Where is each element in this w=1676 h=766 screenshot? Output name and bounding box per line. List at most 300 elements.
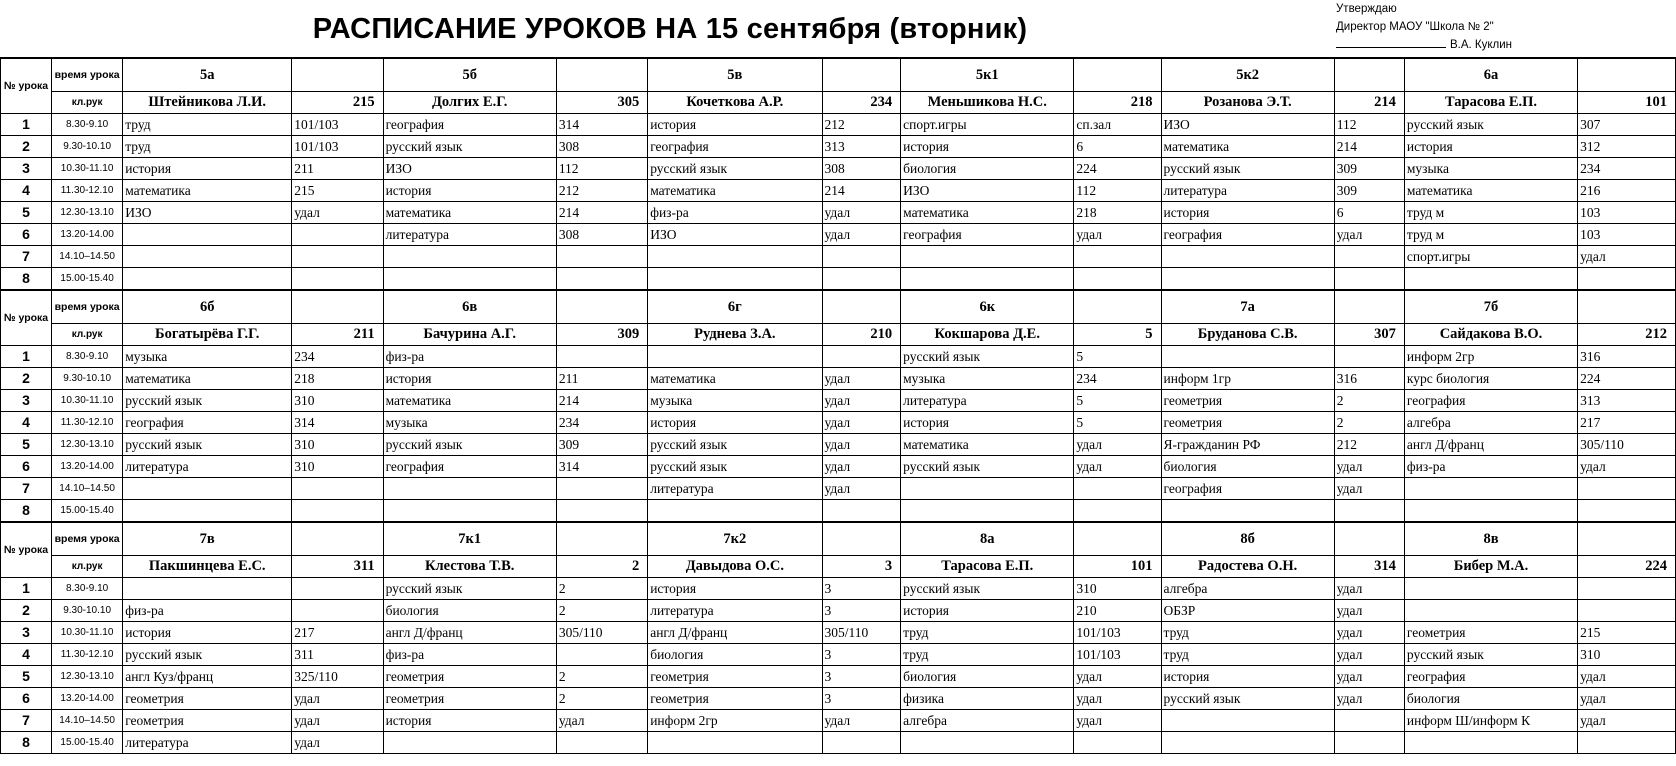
lesson-subject: алгебра [1161, 578, 1334, 600]
lesson-subject [648, 732, 822, 754]
lesson-time-header: время урока [52, 58, 123, 92]
lesson-number-header: № урока [1, 522, 52, 578]
lesson-room: 212 [1334, 434, 1404, 456]
lesson-subject: геометрия [123, 710, 292, 732]
lesson-room [1334, 246, 1404, 268]
lesson-subject [648, 246, 822, 268]
lesson-room: 314 [556, 456, 647, 478]
lesson-subject: литература [648, 478, 822, 500]
class-teacher: Бибер М.А. [1404, 556, 1577, 578]
lesson-subject: геометрия [383, 688, 556, 710]
lesson-subject: русский язык [648, 456, 822, 478]
lesson-row [1, 390, 1676, 412]
lesson-number: 7 [1, 246, 52, 268]
lesson-room [1334, 732, 1404, 754]
lesson-room: удал [1578, 246, 1676, 268]
lesson-subject: история [383, 710, 556, 732]
lesson-subject: история [901, 600, 1074, 622]
lesson-subject: история [901, 136, 1074, 158]
lesson-room [292, 224, 383, 246]
lesson-subject: алгебра [1404, 412, 1577, 434]
class-name-spacer [292, 522, 383, 556]
lesson-subject: труд [123, 136, 292, 158]
lesson-row [1, 412, 1676, 434]
lesson-room: 305/110 [822, 622, 901, 644]
lesson-room: удал [822, 224, 901, 246]
lesson-subject: физика [901, 688, 1074, 710]
class-name: 5а [123, 58, 292, 92]
class-teacher: Давыдова О.С. [648, 556, 822, 578]
lesson-number: 5 [1, 434, 52, 456]
lesson-room: удал [822, 390, 901, 412]
class-name-spacer [556, 522, 647, 556]
class-teacher: Кочеткова А.Р. [648, 92, 822, 114]
lesson-subject: музыка [383, 412, 556, 434]
lesson-subject: русский язык [123, 390, 292, 412]
lesson-room: удал [1334, 456, 1404, 478]
lesson-room: удал [1578, 710, 1676, 732]
lesson-room: 214 [556, 390, 647, 412]
lesson-subject: математика [1161, 136, 1334, 158]
class-name-spacer [1578, 58, 1676, 92]
lesson-number: 3 [1, 158, 52, 180]
lesson-room: 3 [822, 644, 901, 666]
homeroom-number: 309 [556, 324, 647, 346]
lesson-row [1, 368, 1676, 390]
class-name: 5б [383, 58, 556, 92]
lesson-subject [123, 578, 292, 600]
lesson-room: 101/103 [1074, 644, 1161, 666]
lesson-number: 4 [1, 644, 52, 666]
lesson-room: 101/103 [292, 136, 383, 158]
lesson-room: 5 [1074, 390, 1161, 412]
lesson-time: 14.10–14.50 [52, 246, 123, 268]
lesson-room: 2 [556, 578, 647, 600]
class-teacher: Бруданова С.В. [1161, 324, 1334, 346]
lesson-subject: география [383, 114, 556, 136]
lesson-subject: биология [901, 158, 1074, 180]
lesson-time: 8.30-9.10 [52, 114, 123, 136]
lesson-time: 10.30-11.10 [52, 158, 123, 180]
lesson-room [556, 644, 647, 666]
class-name: 7к2 [648, 522, 822, 556]
lesson-subject: литература [123, 732, 292, 754]
class-name-spacer [1074, 522, 1161, 556]
lesson-room: удал [1578, 666, 1676, 688]
lesson-subject: англ Д/франц [648, 622, 822, 644]
lesson-room: 313 [822, 136, 901, 158]
class-teacher: Меньшикова Н.С. [901, 92, 1074, 114]
lesson-row [1, 346, 1676, 368]
lesson-subject: курс биология [1404, 368, 1577, 390]
class-name: 6к [901, 290, 1074, 324]
lesson-row [1, 434, 1676, 456]
lesson-number: 2 [1, 136, 52, 158]
lesson-room [822, 732, 901, 754]
lesson-subject [1161, 710, 1334, 732]
lesson-room: 3 [822, 600, 901, 622]
lesson-time: 10.30-11.10 [52, 390, 123, 412]
class-name: 8б [1161, 522, 1334, 556]
lesson-subject: информ 1гр [1161, 368, 1334, 390]
lesson-subject: труд [901, 622, 1074, 644]
lesson-row [1, 202, 1676, 224]
lesson-subject [1161, 500, 1334, 523]
lesson-subject [648, 500, 822, 523]
class-name: 7а [1161, 290, 1334, 324]
class-teacher: Штейникова Л.И. [123, 92, 292, 114]
lesson-row [1, 622, 1676, 644]
lesson-subject: история [1161, 202, 1334, 224]
class-name-spacer [1074, 58, 1161, 92]
lesson-number: 4 [1, 412, 52, 434]
homeroom-number: 305 [556, 92, 647, 114]
lesson-subject: спорт.игры [1404, 246, 1577, 268]
lesson-number: 8 [1, 268, 52, 291]
lesson-room: 218 [292, 368, 383, 390]
lesson-row [1, 136, 1676, 158]
lesson-row [1, 456, 1676, 478]
lesson-room: 103 [1578, 224, 1676, 246]
homeroom-number: 214 [1334, 92, 1404, 114]
homeroom-number: 314 [1334, 556, 1404, 578]
lesson-room: удал [822, 456, 901, 478]
lesson-subject: ИЗО [648, 224, 822, 246]
homeroom-number: 3 [822, 556, 901, 578]
lesson-subject: музыка [1404, 158, 1577, 180]
lesson-room: 2 [1334, 390, 1404, 412]
lesson-subject: литература [123, 456, 292, 478]
lesson-subject: спорт.игры [901, 114, 1074, 136]
lesson-subject: ИЗО [123, 202, 292, 224]
class-name: 8а [901, 522, 1074, 556]
homeroom-number: 311 [292, 556, 383, 578]
lesson-room: удал [1578, 688, 1676, 710]
lesson-subject: география [648, 136, 822, 158]
lesson-room: 305/110 [1578, 434, 1676, 456]
class-teacher: Бачурина А.Г. [383, 324, 556, 346]
lesson-subject: литература [901, 390, 1074, 412]
lesson-row [1, 180, 1676, 202]
lesson-number: 6 [1, 224, 52, 246]
lesson-subject: музыка [901, 368, 1074, 390]
lesson-subject: математика [123, 180, 292, 202]
lesson-subject: информ 2гр [1404, 346, 1577, 368]
lesson-room: сп.зал [1074, 114, 1161, 136]
lesson-row [1, 158, 1676, 180]
class-name-spacer [822, 290, 901, 324]
lesson-subject: русский язык [1161, 158, 1334, 180]
lesson-subject: география [123, 412, 292, 434]
lesson-row [1, 114, 1676, 136]
lesson-subject: русский язык [901, 456, 1074, 478]
class-name-spacer [292, 290, 383, 324]
lesson-subject [901, 246, 1074, 268]
lesson-subject: русский язык [901, 346, 1074, 368]
lesson-subject: русский язык [648, 434, 822, 456]
lesson-subject [123, 224, 292, 246]
lesson-number: 1 [1, 578, 52, 600]
class-teacher: Клестова Т.В. [383, 556, 556, 578]
lesson-time: 10.30-11.10 [52, 622, 123, 644]
homeroom-number: 101 [1074, 556, 1161, 578]
lesson-room [292, 600, 383, 622]
lesson-subject: история [648, 114, 822, 136]
lesson-time: 11.30-12.10 [52, 644, 123, 666]
lesson-room: удал [822, 710, 901, 732]
approval-line-3 [1336, 36, 1512, 55]
lesson-subject: русский язык [901, 578, 1074, 600]
lesson-time: 14.10–14.50 [52, 478, 123, 500]
class-name: 7в [123, 522, 292, 556]
lesson-room: 313 [1578, 390, 1676, 412]
class-header-row [1, 290, 1676, 324]
class-name-spacer [1074, 290, 1161, 324]
lesson-number: 7 [1, 710, 52, 732]
lesson-room: 224 [1074, 158, 1161, 180]
lesson-subject: ИЗО [383, 158, 556, 180]
lesson-subject [1404, 578, 1577, 600]
lesson-subject: русский язык [648, 158, 822, 180]
lesson-number: 1 [1, 346, 52, 368]
lesson-subject: география [901, 224, 1074, 246]
director-name: В.А. Куклин [1450, 39, 1513, 51]
lesson-subject: англ Куз/франц [123, 666, 292, 688]
lesson-room: 310 [292, 456, 383, 478]
lesson-room: удал [822, 478, 901, 500]
homeroom-number: 211 [292, 324, 383, 346]
lesson-subject: русский язык [1404, 114, 1577, 136]
class-header-row [1, 522, 1676, 556]
lesson-room: 103 [1578, 202, 1676, 224]
lesson-subject: история [383, 368, 556, 390]
lesson-subject [1161, 346, 1334, 368]
lesson-room: 2 [556, 600, 647, 622]
lesson-subject: информ 2гр [648, 710, 822, 732]
lesson-room: удал [822, 368, 901, 390]
lesson-subject: геометрия [648, 666, 822, 688]
lesson-row [1, 600, 1676, 622]
lesson-subject [901, 500, 1074, 523]
lesson-room: 6 [1074, 136, 1161, 158]
lesson-subject: русский язык [383, 578, 556, 600]
class-teacher: Долгих Е.Г. [383, 92, 556, 114]
lesson-subject: труд м [1404, 224, 1577, 246]
lesson-room: 309 [556, 434, 647, 456]
lesson-subject: математика [123, 368, 292, 390]
lesson-room: 308 [556, 136, 647, 158]
lesson-number: 7 [1, 478, 52, 500]
class-name: 8в [1404, 522, 1577, 556]
lesson-room: удал [822, 202, 901, 224]
lesson-room [1334, 710, 1404, 732]
lesson-room: 316 [1578, 346, 1676, 368]
lesson-room: удал [1334, 644, 1404, 666]
lesson-time: 11.30-12.10 [52, 180, 123, 202]
lesson-room [556, 268, 647, 291]
class-name-spacer [822, 58, 901, 92]
class-header-row [1, 58, 1676, 92]
homeroom-number: 307 [1334, 324, 1404, 346]
lesson-room [292, 478, 383, 500]
lesson-number: 8 [1, 500, 52, 523]
lesson-time: 8.30-9.10 [52, 346, 123, 368]
lesson-subject: геометрия [1161, 390, 1334, 412]
lesson-room: 2 [556, 688, 647, 710]
class-name-spacer [1334, 58, 1404, 92]
class-teacher: Пакшинцева Е.С. [123, 556, 292, 578]
lesson-room: 314 [292, 412, 383, 434]
lesson-room [556, 500, 647, 523]
lesson-subject: ИЗО [901, 180, 1074, 202]
lesson-subject: физ-ра [1404, 456, 1577, 478]
lesson-row [1, 644, 1676, 666]
lesson-time: 12.30-13.10 [52, 434, 123, 456]
lesson-subject: математика [901, 434, 1074, 456]
lesson-room: 211 [556, 368, 647, 390]
lesson-subject: русский язык [123, 434, 292, 456]
approval-line-2: Директор МАОУ "Школа № 2" [1336, 20, 1494, 33]
lesson-row [1, 268, 1676, 291]
lesson-subject: биология [383, 600, 556, 622]
class-teacher: Радостева О.Н. [1161, 556, 1334, 578]
lesson-room [556, 346, 647, 368]
lesson-subject: геометрия [383, 666, 556, 688]
lesson-room: 216 [1578, 180, 1676, 202]
class-teacher-row [1, 92, 1676, 114]
lesson-room: 3 [822, 666, 901, 688]
lesson-subject [383, 500, 556, 523]
lesson-subject [1161, 246, 1334, 268]
lesson-subject: алгебра [901, 710, 1074, 732]
homeroom-number: 234 [822, 92, 901, 114]
lesson-room [1334, 500, 1404, 523]
lesson-subject: физ-ра [383, 346, 556, 368]
lesson-room: удал [1074, 688, 1161, 710]
lesson-room [1578, 600, 1676, 622]
class-name-spacer [1334, 290, 1404, 324]
lesson-room [1074, 268, 1161, 291]
lesson-subject: музыка [123, 346, 292, 368]
class-name-spacer [292, 58, 383, 92]
lesson-subject: геометрия [123, 688, 292, 710]
lesson-room: 314 [556, 114, 647, 136]
lesson-room: 214 [1334, 136, 1404, 158]
lesson-subject: история [123, 158, 292, 180]
approval-stamp [1336, 1, 1512, 55]
lesson-subject: труд м [1404, 202, 1577, 224]
homeroom-number: 212 [1578, 324, 1676, 346]
lesson-room: 214 [556, 202, 647, 224]
lesson-room [1074, 732, 1161, 754]
lesson-number: 3 [1, 390, 52, 412]
class-teacher-header: кл.рук [52, 556, 123, 578]
lesson-subject [1404, 500, 1577, 523]
lesson-room [556, 246, 647, 268]
lesson-room: удал [292, 202, 383, 224]
lesson-room: 234 [556, 412, 647, 434]
lesson-room: 311 [292, 644, 383, 666]
lesson-subject: литература [1161, 180, 1334, 202]
lesson-subject: геометрия [648, 688, 822, 710]
lesson-room: 215 [1578, 622, 1676, 644]
lesson-subject [648, 346, 822, 368]
lesson-subject: литература [383, 224, 556, 246]
class-name: 6г [648, 290, 822, 324]
lesson-subject: математика [648, 368, 822, 390]
lesson-row [1, 224, 1676, 246]
lesson-room [292, 500, 383, 523]
lesson-subject [1404, 478, 1577, 500]
homeroom-number: 5 [1074, 324, 1161, 346]
lesson-time: 8.30-9.10 [52, 578, 123, 600]
lesson-room: 312 [1578, 136, 1676, 158]
lesson-room: 305/110 [556, 622, 647, 644]
lesson-subject [383, 478, 556, 500]
class-name: 6а [1404, 58, 1577, 92]
homeroom-number: 218 [1074, 92, 1161, 114]
class-name: 6б [123, 290, 292, 324]
lesson-room: 309 [1334, 180, 1404, 202]
class-name: 6в [383, 290, 556, 324]
lesson-room: удал [292, 732, 383, 754]
lesson-subject [1161, 732, 1334, 754]
lesson-subject [123, 500, 292, 523]
lesson-time: 9.30-10.10 [52, 368, 123, 390]
lesson-time: 9.30-10.10 [52, 136, 123, 158]
lesson-room [556, 478, 647, 500]
lesson-time: 12.30-13.10 [52, 202, 123, 224]
lesson-subject: русский язык [1161, 688, 1334, 710]
lesson-subject: история [383, 180, 556, 202]
lesson-room: 309 [1334, 158, 1404, 180]
lesson-room: удал [1334, 666, 1404, 688]
lesson-subject: информ Ш/информ К [1404, 710, 1577, 732]
lesson-room: 101/103 [1074, 622, 1161, 644]
lesson-subject: география [1404, 666, 1577, 688]
lesson-room: удал [1334, 578, 1404, 600]
lesson-subject: физ-ра [123, 600, 292, 622]
lesson-subject: ОБЗР [1161, 600, 1334, 622]
lesson-room: 310 [1578, 644, 1676, 666]
lesson-room [1074, 500, 1161, 523]
lesson-time: 14.10–14.50 [52, 710, 123, 732]
lesson-number: 1 [1, 114, 52, 136]
lesson-room: удал [1334, 688, 1404, 710]
lesson-subject: музыка [648, 390, 822, 412]
lesson-room: удал [822, 412, 901, 434]
lesson-subject: математика [383, 390, 556, 412]
lesson-room: удал [1334, 224, 1404, 246]
lesson-subject [383, 732, 556, 754]
lesson-subject: англ Д/франц [1404, 434, 1577, 456]
lesson-room: 316 [1334, 368, 1404, 390]
lesson-room: 310 [1074, 578, 1161, 600]
class-teacher-header: кл.рук [52, 324, 123, 346]
lesson-subject [123, 478, 292, 500]
lesson-subject [383, 268, 556, 291]
lesson-room: 101/103 [292, 114, 383, 136]
lesson-room: удал [1074, 434, 1161, 456]
class-teacher: Сайдакова В.О. [1404, 324, 1577, 346]
lesson-subject: литература [648, 600, 822, 622]
lesson-room [292, 578, 383, 600]
lesson-subject [123, 246, 292, 268]
lesson-room: удал [556, 710, 647, 732]
lesson-row [1, 666, 1676, 688]
lesson-subject: география [1161, 478, 1334, 500]
lesson-time: 15.00-15.40 [52, 268, 123, 291]
